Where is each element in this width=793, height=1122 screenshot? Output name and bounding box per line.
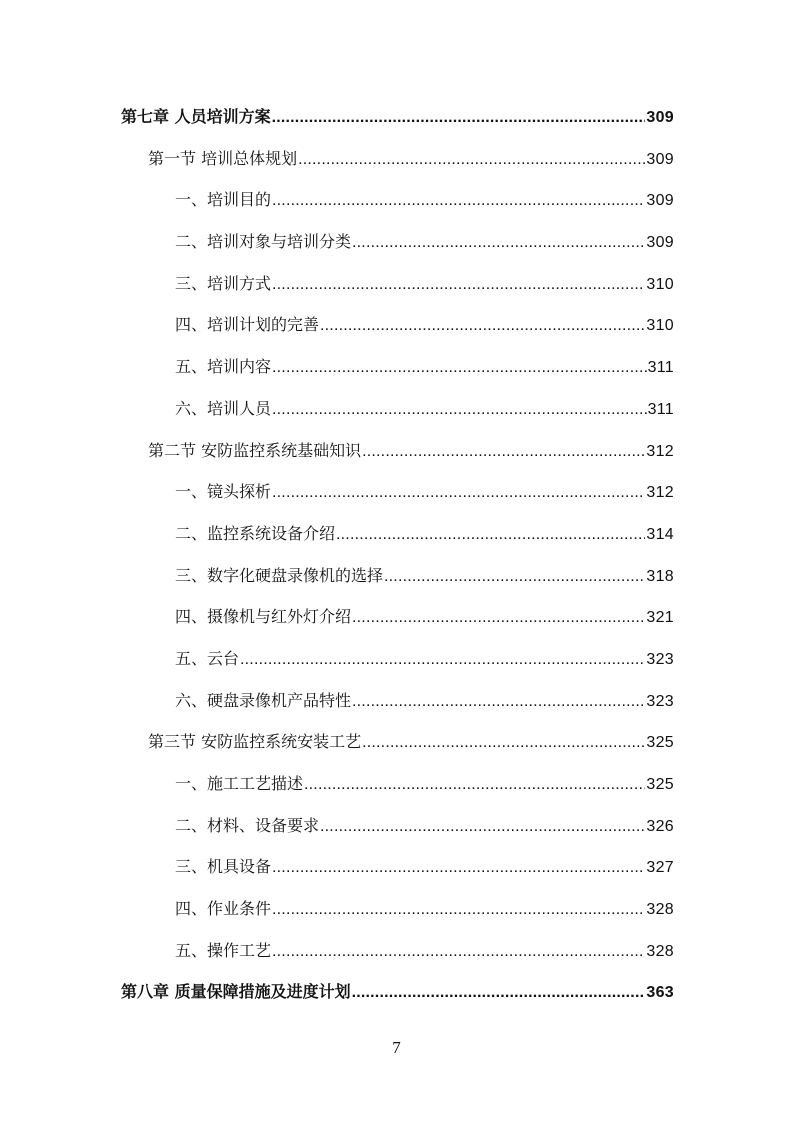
page-number: 7 [392, 1038, 401, 1057]
toc-entry-title: 三、培训方式 [175, 273, 272, 293]
toc-entry-title: 四、摄像机与红外灯介绍 [175, 607, 352, 627]
toc-entry-subsection[interactable] [121, 680, 674, 722]
toc-entry-subsection[interactable] [121, 555, 674, 597]
toc-entry-page: 321 [646, 609, 674, 627]
toc-entry-subsection[interactable] [121, 930, 674, 972]
toc-dot-leader [362, 722, 645, 764]
toc-dot-leader [384, 556, 645, 598]
toc-entry-title: 第七章 人员培训方案 [121, 107, 271, 126]
table-of-contents [121, 96, 674, 1013]
toc-entry-page: 328 [646, 942, 674, 960]
toc-entry-title: 一、培训目的 [175, 190, 272, 210]
toc-entry-subsection[interactable] [121, 179, 674, 221]
toc-entry-page: 309 [646, 192, 674, 210]
toc-entry-page: 323 [646, 650, 674, 668]
toc-entry-page: 310 [646, 275, 674, 293]
toc-entry-subsection[interactable] [121, 513, 674, 555]
toc-entry-subsection[interactable] [121, 638, 674, 680]
toc-entry-subsection[interactable] [121, 596, 674, 638]
toc-entry-subsection[interactable] [121, 888, 674, 930]
toc-entry-title: 四、培训计划的完善 [175, 315, 320, 335]
toc-dot-leader [272, 889, 645, 931]
toc-dot-leader [352, 222, 645, 264]
toc-dot-leader [320, 806, 645, 848]
toc-entry-page: 312 [646, 484, 674, 502]
toc-entry-title: 四、作业条件 [175, 899, 272, 919]
toc-entry-title: 第二节 安防监控系统基础知识 [148, 440, 362, 460]
toc-entry-title: 一、镜头探析 [175, 482, 272, 502]
toc-entry-subsection[interactable] [121, 304, 674, 346]
toc-entry-page: 309 [646, 109, 674, 126]
toc-entry-title: 二、监控系统设备介绍 [175, 523, 336, 543]
toc-entry-page: 323 [646, 692, 674, 710]
toc-entry-subsection[interactable] [121, 471, 674, 513]
toc-entry-title: 五、操作工艺 [175, 940, 272, 960]
toc-dot-leader [336, 514, 645, 556]
toc-entry-subsection[interactable] [121, 763, 674, 805]
toc-entry-subsection[interactable] [121, 346, 674, 388]
toc-dot-leader [272, 180, 645, 222]
toc-entry-page: 310 [646, 317, 674, 335]
toc-entry-title: 二、材料、设备要求 [175, 815, 320, 835]
toc-entry-section[interactable] [121, 430, 674, 472]
toc-dot-leader [320, 305, 645, 347]
toc-entry-page: 314 [646, 525, 674, 543]
toc-dot-leader [272, 389, 647, 431]
toc-entry-subsection[interactable] [121, 263, 674, 305]
toc-entry-title: 五、培训内容 [175, 357, 272, 377]
toc-dot-leader [362, 431, 645, 473]
toc-entry-page: 326 [646, 817, 674, 835]
toc-entry-page: 318 [646, 567, 674, 585]
toc-entry-chapter-7[interactable] [121, 96, 674, 138]
toc-entry-subsection[interactable] [121, 846, 674, 888]
toc-entry-title: 五、云台 [175, 648, 240, 668]
toc-entry-page: 328 [646, 901, 674, 919]
toc-entry-title: 六、培训人员 [175, 398, 272, 418]
toc-dot-leader [298, 139, 645, 181]
toc-entry-page: 311 [647, 400, 674, 418]
toc-entry-subsection[interactable] [121, 221, 674, 263]
toc-entry-title: 第八章 质量保障措施及进度计划 [121, 982, 351, 1002]
toc-entry-page: 311 [647, 359, 674, 377]
toc-dot-leader [272, 472, 645, 514]
toc-dot-leader [272, 847, 645, 889]
toc-entry-page: 325 [646, 734, 674, 752]
toc-entry-chapter-8[interactable] [121, 971, 674, 1013]
toc-dot-leader [352, 972, 646, 1014]
toc-dot-leader [352, 681, 645, 723]
toc-entry-page: 312 [646, 442, 674, 460]
toc-dot-leader [272, 264, 645, 306]
toc-entry-title: 第一节 培训总体规划 [148, 148, 298, 168]
toc-entry-page: 309 [646, 150, 674, 168]
toc-entry-title: 二、培训对象与培训分类 [175, 232, 352, 252]
toc-entry-subsection[interactable] [121, 805, 674, 847]
toc-entry-title: 一、施工工艺描述 [175, 774, 304, 793]
toc-entry-title: 三、数字化硬盘录像机的选择 [175, 565, 384, 585]
toc-dot-leader [304, 764, 645, 806]
toc-dot-leader [352, 597, 645, 639]
toc-dot-leader [240, 639, 645, 681]
toc-entry-page: 309 [646, 234, 674, 252]
toc-entry-title: 第三节 安防监控系统安装工艺 [148, 732, 362, 752]
toc-dot-leader [272, 347, 647, 389]
toc-dot-leader [272, 931, 645, 973]
toc-entry-title: 三、机具设备 [175, 857, 272, 877]
toc-entry-page: 363 [646, 984, 674, 1002]
toc-entry-title: 六、硬盘录像机产品特性 [175, 690, 352, 710]
toc-entry-subsection[interactable] [121, 388, 674, 430]
toc-entry-section[interactable] [121, 138, 674, 180]
toc-entry-page: 327 [646, 859, 674, 877]
toc-entry-section[interactable] [121, 721, 674, 763]
toc-dot-leader [272, 97, 646, 139]
toc-entry-page: 325 [646, 776, 674, 793]
